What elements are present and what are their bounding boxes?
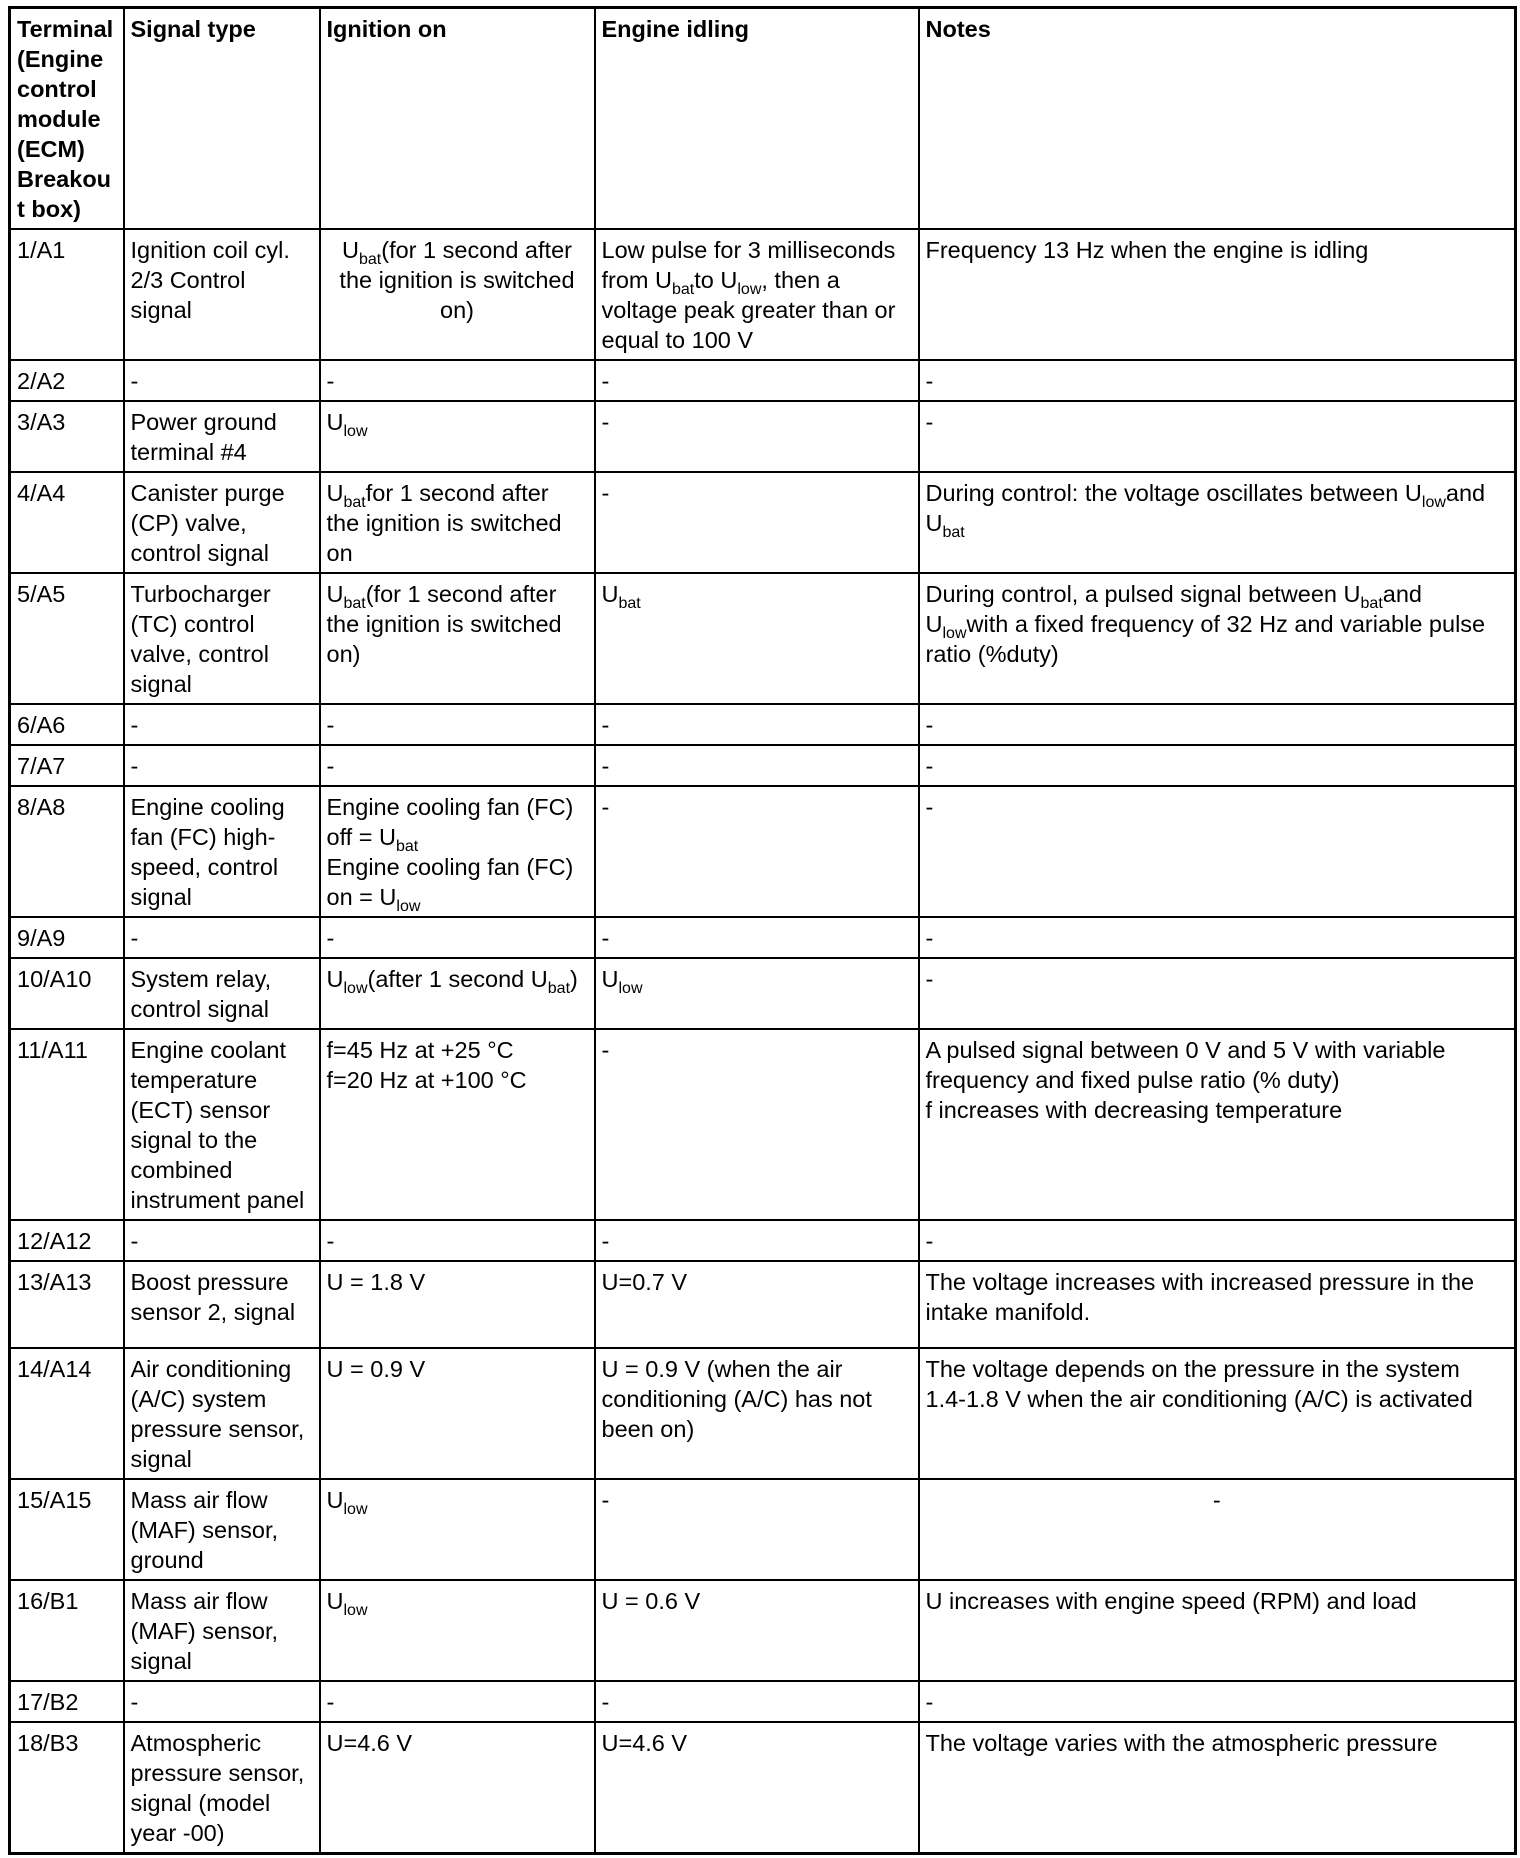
text-segment: - (925, 368, 934, 394)
header-engine-idling: Engine idling (595, 8, 919, 230)
subscript: low (618, 980, 643, 997)
text-segment: - (326, 712, 335, 738)
text-segment: - (925, 753, 934, 779)
cell-line (327, 1035, 588, 1065)
cell-line (926, 579, 1509, 669)
terminal-cell: 17/B2 (10, 1681, 124, 1722)
cell-line (327, 1728, 588, 1758)
header-terminal: Terminal (Engine control module (ECM) Breakout box) (10, 8, 124, 230)
cell-line (602, 1226, 912, 1256)
text-segment: - (925, 409, 934, 435)
engine-idling-cell (595, 1722, 919, 1854)
text-segment: for 1 second after the ignition is switched on (326, 480, 569, 566)
notes-cell (919, 1261, 1516, 1348)
subscript: bat (343, 494, 366, 511)
cell-line (602, 710, 912, 740)
ignition-on-cell (320, 786, 595, 917)
text-segment: U (601, 581, 619, 607)
cell-line (926, 1728, 1509, 1758)
text-segment: The voltage depends on the pressure in the system (925, 1356, 1460, 1382)
subscript: low (1421, 494, 1446, 511)
notes-cell (919, 704, 1516, 745)
table-row (10, 1220, 1516, 1261)
text-segment: - (925, 712, 934, 738)
cell-line (926, 1384, 1509, 1414)
signal-type-cell: Atmospheric pressure sensor, signal (model year -00) (124, 1722, 320, 1854)
cell-line (602, 792, 912, 822)
signal-type-cell: Ignition coil cyl. 2/3 Control signal (124, 229, 320, 360)
ignition-on-cell (320, 1348, 595, 1479)
text-segment: U = 1.8 V (326, 1269, 426, 1295)
table-row (10, 958, 1516, 1029)
ignition-on-cell (320, 1722, 595, 1854)
subscript: low (343, 423, 368, 440)
cell-line (602, 1586, 912, 1616)
terminal-cell: 18/B3 (10, 1722, 124, 1854)
cell-line (926, 964, 1509, 994)
ignition-on-cell (320, 958, 595, 1029)
text-segment: f=45 Hz at +25 °C (326, 1037, 514, 1063)
text-segment: U (601, 966, 619, 992)
table-row (10, 745, 1516, 786)
cell-line (926, 710, 1509, 740)
cell-line (602, 1728, 912, 1758)
cell-line (602, 1485, 912, 1515)
cell-line (327, 478, 588, 568)
engine-idling-cell (595, 958, 919, 1029)
cell-line (326, 792, 588, 855)
cell-line (602, 751, 912, 781)
cell-line (326, 852, 588, 915)
terminal-cell: 8/A8 (10, 786, 124, 917)
cell-line (327, 1226, 588, 1256)
terminal-cell: 14/A14 (10, 1348, 124, 1479)
engine-idling-cell (595, 1479, 919, 1580)
notes-cell (919, 1348, 1516, 1479)
text-segment: U (326, 966, 344, 992)
text-segment: and U (925, 480, 1492, 536)
ignition-on-cell (320, 360, 595, 401)
text-segment: - (601, 925, 610, 951)
notes-cell (919, 1220, 1516, 1261)
ignition-on-cell (320, 917, 595, 958)
table-row (10, 1479, 1516, 1580)
text-segment: - (601, 1689, 610, 1715)
header-row (10, 8, 1516, 230)
table-row (10, 1348, 1516, 1479)
notes-cell (919, 472, 1516, 573)
cell-line (327, 751, 588, 781)
terminal-signal-table (8, 6, 1517, 1855)
subscript: low (942, 625, 967, 642)
terminal-cell: 6/A6 (10, 704, 124, 745)
subscript: bat (547, 980, 571, 997)
cell-line (926, 1354, 1509, 1384)
terminal-cell: 4/A4 (10, 472, 124, 573)
text-segment: - (326, 753, 335, 779)
text-segment: - (601, 1228, 610, 1254)
table-row (10, 573, 1516, 704)
subscript: low (737, 281, 762, 298)
signal-type-cell: - (124, 1681, 320, 1722)
text-segment: - (925, 966, 934, 992)
cell-line (326, 1485, 588, 1518)
table-row (10, 1681, 1516, 1722)
text-segment: A pulsed signal between 0 V and 5 V with variable frequency and fixed pulse ratio (% duty) (925, 1037, 1452, 1093)
text-segment: U=4.6 V (326, 1730, 413, 1756)
notes-cell (919, 360, 1516, 401)
engine-idling-cell (595, 360, 919, 401)
text-segment: - (601, 1487, 610, 1513)
subscript: bat (395, 838, 419, 855)
header-ignition-on: Ignition on (320, 8, 595, 230)
table-body (10, 229, 1516, 1854)
text-segment: - (326, 368, 335, 394)
text-segment: - (326, 925, 335, 951)
notes-cell (919, 917, 1516, 958)
cell-line (327, 1065, 588, 1095)
text-segment: - (601, 480, 610, 506)
cell-line (602, 1035, 912, 1065)
ignition-on-cell (320, 745, 595, 786)
terminal-cell: 13/A13 (10, 1261, 124, 1348)
cell-line (326, 1586, 588, 1619)
text-segment: U=4.6 V (601, 1730, 688, 1756)
terminal-cell: 5/A5 (10, 573, 124, 704)
terminal-cell: 9/A9 (10, 917, 124, 958)
cell-line (602, 1267, 912, 1297)
cell-line (602, 235, 912, 355)
text-segment: - (1212, 1487, 1221, 1513)
engine-idling-cell (595, 1681, 919, 1722)
terminal-cell: 10/A10 (10, 958, 124, 1029)
cell-line (926, 366, 1509, 396)
text-segment: f increases with decreasing temperature (925, 1097, 1343, 1123)
signal-type-cell: Air conditioning (A/C) system pressure sensor, signal (124, 1348, 320, 1479)
table-row (10, 229, 1516, 360)
text-segment: Frequency 13 Hz when the engine is idling (925, 237, 1369, 263)
text-segment: U (326, 480, 344, 506)
cell-line (602, 1687, 912, 1717)
cell-line (602, 478, 912, 508)
ignition-on-cell (320, 1580, 595, 1681)
subscript: bat (672, 281, 695, 298)
signal-type-cell: - (124, 745, 320, 786)
cell-line (926, 1687, 1509, 1717)
ignition-on-cell (320, 1261, 595, 1348)
text-segment: U increases with engine speed (RPM) and load (925, 1588, 1417, 1614)
table-row (10, 360, 1516, 401)
header-notes: Notes (919, 8, 1516, 230)
subscript: low (343, 980, 368, 997)
cell-line (926, 923, 1509, 953)
cell-line (926, 792, 1509, 822)
cell-line (602, 923, 912, 953)
text-segment: U = 0.9 V (326, 1356, 426, 1382)
text-segment: During control: the voltage oscillates between U (925, 480, 1422, 506)
engine-idling-cell (595, 573, 919, 704)
terminal-cell: 2/A2 (10, 360, 124, 401)
terminal-cell: 7/A7 (10, 745, 124, 786)
text-segment: - (601, 409, 610, 435)
text-segment: - (326, 1689, 335, 1715)
signal-type-cell: - (124, 1220, 320, 1261)
text-segment: - (601, 1037, 610, 1063)
engine-idling-cell (595, 1220, 919, 1261)
notes-cell (919, 1681, 1516, 1722)
cell-line (926, 1267, 1509, 1327)
subscript: bat (1360, 595, 1383, 612)
table-row (10, 1580, 1516, 1681)
text-segment: - (925, 794, 934, 820)
text-segment: U (326, 1588, 344, 1614)
text-segment: The voltage varies with the atmospheric pressure (925, 1730, 1438, 1756)
signal-type-cell: System relay, control signal (124, 958, 320, 1029)
text-segment: U (326, 581, 344, 607)
signal-type-cell: Turbocharger (TC) control valve, control signal (124, 573, 320, 704)
cell-line (926, 1586, 1509, 1616)
table-row (10, 1029, 1516, 1220)
header-signal-type: Signal type (124, 8, 320, 230)
cell-line (926, 1095, 1509, 1125)
text-segment: - (601, 753, 610, 779)
terminal-cell: 11/A11 (10, 1029, 124, 1220)
text-segment: Engine cooling fan (FC) off = U (326, 794, 580, 850)
table-row (10, 917, 1516, 958)
engine-idling-cell (595, 401, 919, 472)
notes-cell (919, 1580, 1516, 1681)
ignition-on-cell (320, 229, 595, 360)
table-row (10, 786, 1516, 917)
cell-line (602, 407, 912, 437)
signal-type-cell: Power ground terminal #4 (124, 401, 320, 472)
table-row (10, 1722, 1516, 1854)
notes-cell (919, 229, 1516, 360)
cell-line (327, 235, 588, 325)
text-segment: Engine cooling fan (FC) on = U (326, 854, 580, 910)
terminal-cell: 1/A1 (10, 229, 124, 360)
notes-cell (919, 745, 1516, 786)
engine-idling-cell (595, 229, 919, 360)
cell-line (602, 366, 912, 396)
signal-type-cell: Boost pressure sensor 2, signal (124, 1261, 320, 1348)
notes-cell (919, 573, 1516, 704)
text-segment: U = 0.6 V (601, 1588, 701, 1614)
signal-type-cell: Mass air flow (MAF) sensor, signal (124, 1580, 320, 1681)
text-segment: - (601, 368, 610, 394)
cell-line (601, 579, 912, 612)
cell-line (327, 1267, 588, 1297)
subscript: low (343, 1602, 368, 1619)
ignition-on-cell (320, 573, 595, 704)
cell-line (926, 1035, 1509, 1095)
table-row (10, 401, 1516, 472)
subscript: bat (343, 595, 366, 612)
engine-idling-cell (595, 472, 919, 573)
cell-line (925, 478, 1509, 541)
signal-type-cell: - (124, 917, 320, 958)
text-segment: with a fixed frequency of 32 Hz and variable pulse ratio (%duty) (925, 611, 1492, 667)
text-segment: U = 0.9 V (when the air conditioning (A/C) has not been on) (601, 1356, 879, 1442)
ignition-on-cell (320, 472, 595, 573)
text-segment: U (326, 409, 344, 435)
cell-line (327, 1687, 588, 1717)
subscript: low (396, 898, 421, 915)
cell-line (327, 366, 588, 396)
notes-cell (919, 1029, 1516, 1220)
terminal-cell: 3/A3 (10, 401, 124, 472)
ignition-on-cell (320, 1029, 595, 1220)
text-segment: The voltage increases with increased pressure in the intake manifold. (925, 1269, 1481, 1325)
cell-line (926, 1485, 1509, 1515)
text-segment: ) (570, 966, 578, 992)
cell-line (926, 751, 1509, 781)
text-segment: During control, a pulsed signal between U (925, 581, 1361, 607)
text-segment: 1.4-1.8 V when the air conditioning (A/C) is activated (925, 1386, 1473, 1412)
table-row (10, 1261, 1516, 1348)
notes-cell (919, 958, 1516, 1029)
cell-line (327, 923, 588, 953)
text-segment: (for 1 second after the ignition is switched on) (339, 237, 582, 323)
text-segment: - (925, 925, 934, 951)
engine-idling-cell (595, 1029, 919, 1220)
engine-idling-cell (595, 1348, 919, 1479)
cell-line (327, 1354, 588, 1384)
signal-type-cell: - (124, 704, 320, 745)
terminal-cell: 15/A15 (10, 1479, 124, 1580)
cell-line (327, 579, 588, 669)
text-segment: U (342, 237, 359, 263)
subscript: low (343, 1501, 368, 1518)
signal-type-cell: Mass air flow (MAF) sensor, ground (124, 1479, 320, 1580)
notes-cell (919, 1479, 1516, 1580)
signal-type-cell: Engine cooling fan (FC) high-speed, control signal (124, 786, 320, 917)
cell-line (601, 964, 912, 997)
text-segment: U=0.7 V (601, 1269, 688, 1295)
signal-type-cell: Canister purge (CP) valve, control signal (124, 472, 320, 573)
notes-cell (919, 401, 1516, 472)
text-segment: U (326, 1487, 344, 1513)
terminal-cell: 12/A12 (10, 1220, 124, 1261)
subscript: bat (942, 524, 965, 541)
engine-idling-cell (595, 1580, 919, 1681)
cell-line (326, 964, 588, 997)
subscript: bat (359, 251, 382, 268)
ignition-on-cell (320, 704, 595, 745)
text-segment: (for 1 second after the ignition is switched on) (326, 581, 569, 667)
table-row (10, 704, 1516, 745)
subscript: bat (618, 595, 641, 612)
text-segment: and U (925, 581, 1429, 637)
engine-idling-cell (595, 704, 919, 745)
terminal-cell: 16/B1 (10, 1580, 124, 1681)
ignition-on-cell (320, 1220, 595, 1261)
cell-line (926, 407, 1509, 437)
ignition-on-cell (320, 1479, 595, 1580)
text-segment: - (925, 1228, 934, 1254)
notes-cell (919, 786, 1516, 917)
text-segment: - (601, 712, 610, 738)
ignition-on-cell (320, 1681, 595, 1722)
signal-type-cell: - (124, 360, 320, 401)
engine-idling-cell (595, 786, 919, 917)
engine-idling-cell (595, 745, 919, 786)
text-segment: - (326, 1228, 335, 1254)
text-segment: Low pulse for 3 milliseconds from U (601, 237, 902, 293)
ignition-on-cell (320, 401, 595, 472)
engine-idling-cell (595, 1261, 919, 1348)
cell-line (326, 407, 588, 440)
table-row (10, 472, 1516, 573)
cell-line (926, 1226, 1509, 1256)
text-segment: f=20 Hz at +100 °C (326, 1067, 527, 1093)
text-segment: - (601, 794, 610, 820)
cell-line (926, 235, 1509, 265)
signal-type-cell: Engine coolant temperature (ECT) sensor signal to the combined instrument panel (124, 1029, 320, 1220)
text-segment: , then a voltage peak greater than or equal to 100 V (601, 267, 902, 353)
engine-idling-cell (595, 917, 919, 958)
text-segment: to U (694, 267, 738, 293)
cell-line (327, 710, 588, 740)
notes-cell (919, 1722, 1516, 1854)
cell-line (602, 1354, 912, 1444)
text-segment: (after 1 second U (367, 966, 548, 992)
text-segment: - (925, 1689, 934, 1715)
